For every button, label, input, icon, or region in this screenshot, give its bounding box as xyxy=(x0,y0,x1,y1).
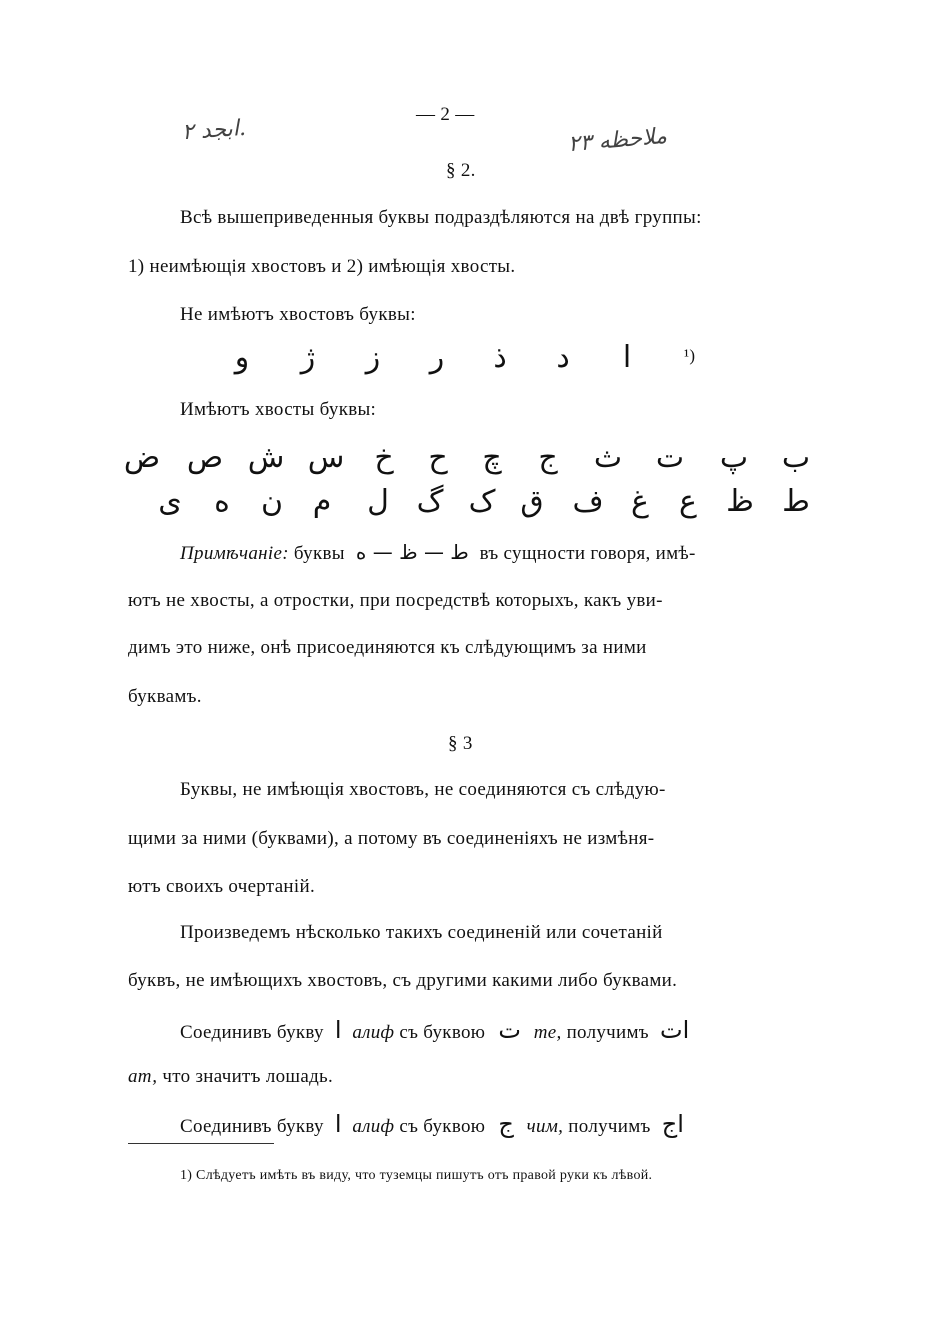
arabic-letter: ه xyxy=(214,484,230,519)
arabic-letter: پ xyxy=(719,440,749,475)
section-3-paragraph-3-line-2 xyxy=(128,1066,333,1088)
note-label: Примѣчаніе: xyxy=(180,543,289,564)
arabic-letter: خ xyxy=(374,440,394,475)
arabic-letter: ط xyxy=(782,484,810,519)
note-text: въ сущности говоря, имѣ- xyxy=(479,543,696,564)
section-2-title: § 2. xyxy=(446,160,476,181)
arabic-letter: ت xyxy=(655,440,685,475)
note-text: буквы xyxy=(293,543,345,564)
arabic-letter: و xyxy=(234,340,250,375)
arabic-letter: ض xyxy=(123,440,161,475)
arabic-letter: ت xyxy=(498,1016,521,1044)
text-span: получимъ xyxy=(568,1116,651,1137)
no-tails-letters-row xyxy=(0,340,936,380)
arabic-letter: ش xyxy=(247,440,285,475)
letter-name: чим, xyxy=(526,1116,564,1137)
note-line-2: ютъ не хвосты, а отростки, при посредствѣ которыхъ, какъ уви- xyxy=(128,590,663,611)
arabic-letter: ل xyxy=(367,484,389,519)
arabic-letter: چ xyxy=(482,440,502,475)
arabic-letter: گ xyxy=(416,484,444,519)
letter-name: алиф xyxy=(352,1116,395,1137)
arabic-letter: ث xyxy=(593,440,623,475)
section-3-paragraph-1-line-1: Буквы, не имѣющія хвостовъ, не соединяются съ слѣдую- xyxy=(180,779,666,800)
arabic-letter: ع xyxy=(679,484,697,519)
section-3-paragraph-1-line-2: щими за ними (буквами), а потому въ соединеніяхъ не измѣня- xyxy=(128,828,655,849)
footnote-marker: ¹) xyxy=(684,346,696,365)
page-number: — 2 — xyxy=(416,104,475,125)
arabic-letter: م xyxy=(312,484,332,519)
arabic-letter: ج xyxy=(538,440,558,475)
arabic-letter: ف xyxy=(572,484,604,519)
footnote: 1) Слѣдуетъ имѣть въ виду, что туземцы пишутъ отъ правой руки къ лѣвой. xyxy=(180,1168,653,1183)
section-2-paragraph-line-1: Всѣ вышеприведенныя буквы подраздѣляются на двѣ группы: xyxy=(180,207,702,228)
text-span: Соединивъ букву xyxy=(180,1116,324,1137)
note-line-3: димъ это ниже, онѣ присоединяются къ слѣдующимъ за ними xyxy=(128,637,647,658)
handwritten-note-right: ملاحظه ۲۳ xyxy=(567,123,668,158)
arabic-word: اج xyxy=(661,1110,684,1138)
arabic-letter: ق xyxy=(520,484,544,519)
letter-name: алиф xyxy=(352,1022,395,1043)
text-span: что значитъ лошадь. xyxy=(162,1066,334,1087)
arabic-letter: ب xyxy=(781,440,811,475)
arabic-letter: ک xyxy=(468,484,496,519)
section-2-paragraph-line-2: 1) неимѣющія хвостовъ и 2) имѣющія хвосты. xyxy=(128,256,516,277)
section-3-paragraph-2-line-2: буквъ, не имѣющихъ хвостовъ, съ другими какими либо буквами. xyxy=(128,970,678,991)
arabic-letter: س xyxy=(307,440,345,475)
text-span: Соединивъ букву xyxy=(180,1022,324,1043)
tails-letters-row-2 xyxy=(0,484,936,524)
no-tails-label: Не имѣютъ хвостовъ буквы: xyxy=(180,304,416,325)
arabic-letter: غ xyxy=(631,484,649,519)
section-3-paragraph-3-line-1 xyxy=(180,1016,689,1044)
arabic-letter: ظ xyxy=(726,484,754,519)
section-3-paragraph-2-line-1: Произведемъ нѣсколько такихъ соединеній или сочетаній xyxy=(180,922,663,943)
arabic-letter: ژ xyxy=(300,340,316,375)
arabic-letter: ی xyxy=(158,484,182,519)
arabic-letter: ز xyxy=(365,340,381,375)
arabic-letter: ص xyxy=(186,440,224,475)
note-glyphs: ط — ظ — ه xyxy=(355,540,469,564)
transliteration: ат, xyxy=(128,1066,158,1087)
arabic-letter: ا xyxy=(334,1110,342,1138)
text-span: съ буквою xyxy=(399,1022,486,1043)
arabic-word: ات xyxy=(660,1016,690,1044)
section-3-paragraph-1-line-3: ютъ своихъ очертаній. xyxy=(128,876,315,897)
arabic-letter: ا xyxy=(334,1016,342,1044)
note-line-4: буквамъ. xyxy=(128,686,202,707)
arabic-letter: ا xyxy=(622,340,632,375)
letter-name: те, xyxy=(533,1022,562,1043)
tails-label: Имѣютъ хвосты буквы: xyxy=(180,399,377,420)
footnote-divider xyxy=(128,1143,274,1144)
arabic-letter: ذ xyxy=(493,340,507,375)
note-line-1 xyxy=(180,540,696,565)
section-3-paragraph-4-line-1 xyxy=(180,1110,684,1138)
arabic-letter: د xyxy=(556,340,570,375)
arabic-letter: ر xyxy=(429,340,445,375)
arabic-letter: ج xyxy=(498,1110,514,1138)
tails-letters-row-1 xyxy=(0,440,936,480)
text-span: получимъ xyxy=(566,1022,649,1043)
handwritten-note-left: ابجد ۲. xyxy=(181,115,247,146)
arabic-letter: ح xyxy=(428,440,448,475)
arabic-letter: ن xyxy=(260,484,284,519)
text-span: съ буквою xyxy=(399,1116,486,1137)
section-3-title: § 3 xyxy=(448,733,473,754)
